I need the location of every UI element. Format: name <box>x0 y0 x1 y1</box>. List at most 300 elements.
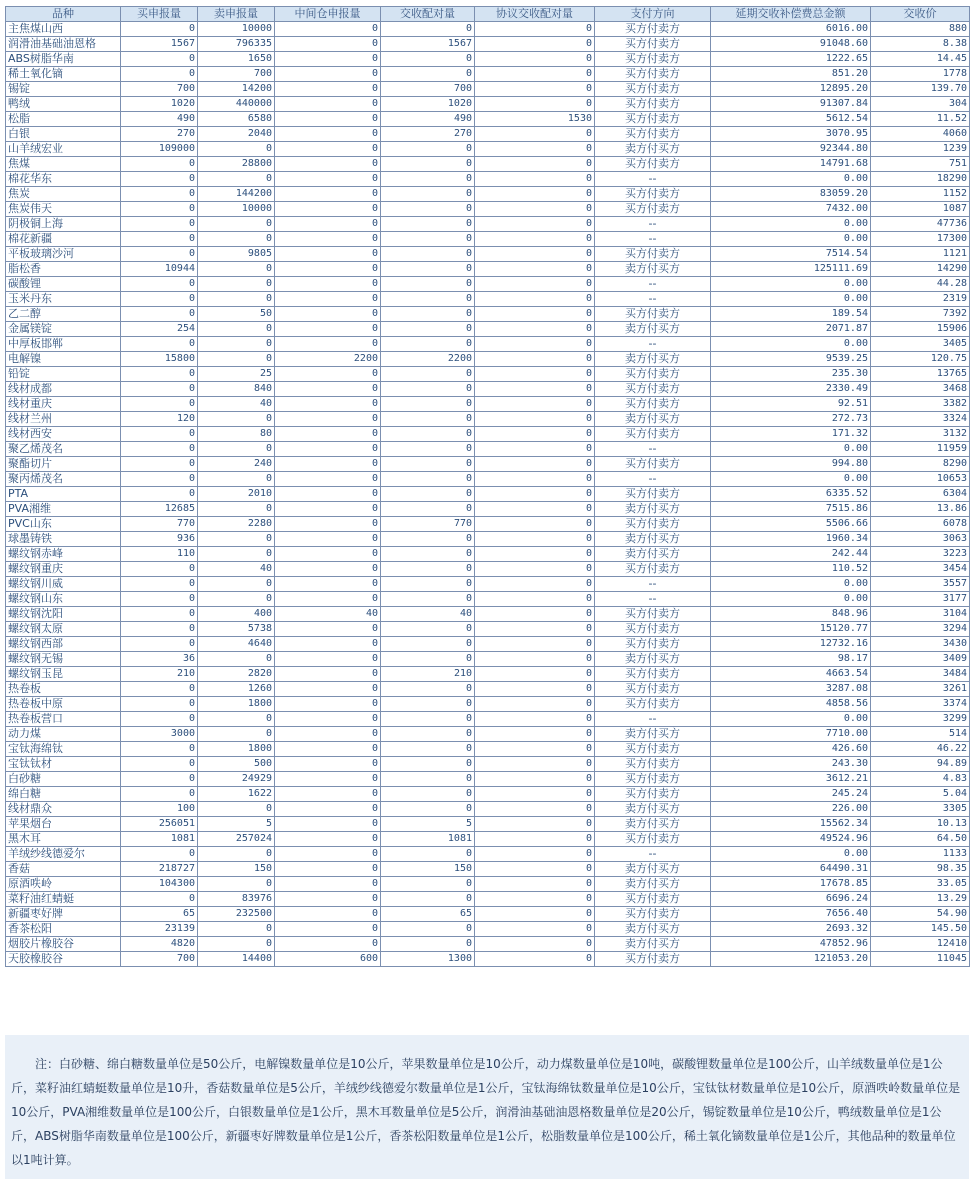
intermediate-declared-cell: 0 <box>275 562 381 577</box>
payment-direction-cell: 买方付卖方 <box>595 892 711 907</box>
buy-declared-cell: 0 <box>121 577 198 592</box>
delivery-price-cell: 3430 <box>871 637 970 652</box>
variety-cell: 螺纹钢无锡 <box>6 652 121 667</box>
intermediate-declared-cell: 0 <box>275 502 381 517</box>
sell-declared-cell: 2820 <box>198 667 275 682</box>
compensation-total-cell: 5506.66 <box>711 517 871 532</box>
agreement-matched-cell: 0 <box>475 262 595 277</box>
intermediate-declared-cell: 0 <box>275 442 381 457</box>
variety-cell: 润滑油基础油恩格 <box>6 37 121 52</box>
buy-declared-cell: 936 <box>121 532 198 547</box>
agreement-matched-cell: 0 <box>475 37 595 52</box>
intermediate-declared-cell: 0 <box>275 832 381 847</box>
compensation-total-cell: 2071.87 <box>711 322 871 337</box>
payment-direction-cell: 卖方付买方 <box>595 322 711 337</box>
buy-declared-cell: 0 <box>121 487 198 502</box>
delivery-matched-cell: 770 <box>381 517 475 532</box>
delivery-price-cell: 46.22 <box>871 742 970 757</box>
table-row <box>6 607 970 622</box>
payment-direction-cell: 卖方付买方 <box>595 862 711 877</box>
compensation-total-cell: 245.24 <box>711 787 871 802</box>
table-row <box>6 652 970 667</box>
compensation-total-cell: 1222.65 <box>711 52 871 67</box>
sell-declared-cell: 0 <box>198 142 275 157</box>
sell-declared-cell: 40 <box>198 397 275 412</box>
buy-declared-cell: 1081 <box>121 832 198 847</box>
intermediate-declared-cell: 0 <box>275 337 381 352</box>
table-row <box>6 172 970 187</box>
buy-declared-cell: 0 <box>121 682 198 697</box>
table-row <box>6 562 970 577</box>
compensation-total-cell: 64490.31 <box>711 862 871 877</box>
variety-cell: 中厚板邯郸 <box>6 337 121 352</box>
intermediate-declared-cell: 0 <box>275 787 381 802</box>
variety-cell: 山羊绒宏业 <box>6 142 121 157</box>
agreement-matched-cell: 0 <box>475 367 595 382</box>
delivery-price-cell: 5.04 <box>871 787 970 802</box>
delivery-matched-cell: 0 <box>381 337 475 352</box>
buy-declared-cell: 0 <box>121 52 198 67</box>
variety-cell: 白砂糖 <box>6 772 121 787</box>
delivery-matched-cell: 150 <box>381 862 475 877</box>
compensation-total-cell: 2330.49 <box>711 382 871 397</box>
table-row <box>6 742 970 757</box>
intermediate-declared-cell: 0 <box>275 517 381 532</box>
compensation-total-cell: 92344.80 <box>711 142 871 157</box>
delivery-price-cell: 12410 <box>871 937 970 952</box>
delivery-price-cell: 3468 <box>871 382 970 397</box>
sell-declared-cell: 0 <box>198 352 275 367</box>
buy-declared-cell: 0 <box>121 472 198 487</box>
table-row <box>6 37 970 52</box>
agreement-matched-cell: 0 <box>475 517 595 532</box>
intermediate-declared-cell: 0 <box>275 712 381 727</box>
compensation-total-cell: 6335.52 <box>711 487 871 502</box>
variety-cell: 绵白糖 <box>6 787 121 802</box>
buy-declared-cell: 0 <box>121 622 198 637</box>
intermediate-declared-cell: 0 <box>275 742 381 757</box>
payment-direction-cell: 买方付卖方 <box>595 397 711 412</box>
payment-direction-cell: 卖方付买方 <box>595 922 711 937</box>
sell-declared-cell: 2040 <box>198 127 275 142</box>
header-compensation-total: 延期交收补偿费总金额 <box>711 7 871 22</box>
table-header-row <box>6 7 970 22</box>
sell-declared-cell: 80 <box>198 427 275 442</box>
agreement-matched-cell: 0 <box>475 472 595 487</box>
compensation-total-cell: 189.54 <box>711 307 871 322</box>
compensation-total-cell: 91307.84 <box>711 97 871 112</box>
delivery-price-cell: 44.28 <box>871 277 970 292</box>
sell-declared-cell: 700 <box>198 67 275 82</box>
payment-direction-cell: -- <box>595 847 711 862</box>
payment-direction-cell: 卖方付买方 <box>595 817 711 832</box>
table-row <box>6 427 970 442</box>
agreement-matched-cell: 0 <box>475 157 595 172</box>
variety-cell: PTA <box>6 487 121 502</box>
delivery-price-cell: 3409 <box>871 652 970 667</box>
intermediate-declared-cell: 0 <box>275 892 381 907</box>
delivery-matched-cell: 0 <box>381 307 475 322</box>
delivery-matched-cell: 0 <box>381 922 475 937</box>
buy-declared-cell: 23139 <box>121 922 198 937</box>
intermediate-declared-cell: 0 <box>275 277 381 292</box>
variety-cell: 焦炭 <box>6 187 121 202</box>
table-row <box>6 52 970 67</box>
delivery-price-cell: 3374 <box>871 697 970 712</box>
buy-declared-cell: 1020 <box>121 97 198 112</box>
payment-direction-cell: -- <box>595 337 711 352</box>
sell-declared-cell: 796335 <box>198 37 275 52</box>
delivery-table-container <box>5 6 969 967</box>
delivery-matched-cell: 210 <box>381 667 475 682</box>
compensation-total-cell: 0.00 <box>711 277 871 292</box>
buy-declared-cell: 0 <box>121 712 198 727</box>
buy-declared-cell: 0 <box>121 277 198 292</box>
delivery-price-cell: 14.45 <box>871 52 970 67</box>
buy-declared-cell: 0 <box>121 382 198 397</box>
buy-declared-cell: 0 <box>121 217 198 232</box>
sell-declared-cell: 1650 <box>198 52 275 67</box>
agreement-matched-cell: 0 <box>475 787 595 802</box>
delivery-matched-cell: 0 <box>381 397 475 412</box>
buy-declared-cell: 490 <box>121 112 198 127</box>
intermediate-declared-cell: 0 <box>275 472 381 487</box>
payment-direction-cell: 买方付卖方 <box>595 697 711 712</box>
agreement-matched-cell: 0 <box>475 712 595 727</box>
compensation-total-cell: 235.30 <box>711 367 871 382</box>
payment-direction-cell: -- <box>595 172 711 187</box>
table-row <box>6 442 970 457</box>
table-row <box>6 757 970 772</box>
delivery-price-cell: 94.89 <box>871 757 970 772</box>
table-row <box>6 682 970 697</box>
variety-cell: PVC山东 <box>6 517 121 532</box>
buy-declared-cell: 0 <box>121 697 198 712</box>
agreement-matched-cell: 0 <box>475 637 595 652</box>
compensation-total-cell: 426.60 <box>711 742 871 757</box>
intermediate-declared-cell: 0 <box>275 547 381 562</box>
delivery-matched-cell: 0 <box>381 742 475 757</box>
sell-declared-cell: 0 <box>198 532 275 547</box>
agreement-matched-cell: 0 <box>475 352 595 367</box>
variety-cell: PVA湘维 <box>6 502 121 517</box>
agreement-matched-cell: 0 <box>475 817 595 832</box>
payment-direction-cell: 买方付卖方 <box>595 127 711 142</box>
payment-direction-cell: 买方付卖方 <box>595 37 711 52</box>
header-sell-declared: 卖申报量 <box>198 7 275 22</box>
variety-cell: 鸭绒 <box>6 97 121 112</box>
buy-declared-cell: 0 <box>121 247 198 262</box>
agreement-matched-cell: 0 <box>475 82 595 97</box>
agreement-matched-cell: 0 <box>475 607 595 622</box>
intermediate-declared-cell: 0 <box>275 22 381 37</box>
table-row <box>6 82 970 97</box>
variety-cell: 稀土氧化镝 <box>6 67 121 82</box>
compensation-total-cell: 0.00 <box>711 847 871 862</box>
delivery-matched-cell: 0 <box>381 217 475 232</box>
intermediate-declared-cell: 0 <box>275 187 381 202</box>
payment-direction-cell: 卖方付买方 <box>595 352 711 367</box>
compensation-total-cell: 0.00 <box>711 232 871 247</box>
payment-direction-cell: 买方付卖方 <box>595 637 711 652</box>
table-row <box>6 307 970 322</box>
payment-direction-cell: 买方付卖方 <box>595 757 711 772</box>
payment-direction-cell: 卖方付买方 <box>595 652 711 667</box>
table-row <box>6 802 970 817</box>
delivery-matched-cell: 0 <box>381 187 475 202</box>
compensation-total-cell: 17678.85 <box>711 877 871 892</box>
variety-cell: 香菇 <box>6 862 121 877</box>
payment-direction-cell: 卖方付买方 <box>595 262 711 277</box>
table-row <box>6 667 970 682</box>
buy-declared-cell: 0 <box>121 307 198 322</box>
agreement-matched-cell: 0 <box>475 142 595 157</box>
payment-direction-cell: 买方付卖方 <box>595 367 711 382</box>
compensation-total-cell: 243.30 <box>711 757 871 772</box>
delivery-price-cell: 33.05 <box>871 877 970 892</box>
sell-declared-cell: 440000 <box>198 97 275 112</box>
compensation-total-cell: 12895.20 <box>711 82 871 97</box>
agreement-matched-cell: 0 <box>475 742 595 757</box>
delivery-price-cell: 3261 <box>871 682 970 697</box>
delivery-matched-cell: 1567 <box>381 37 475 52</box>
agreement-matched-cell: 0 <box>475 487 595 502</box>
delivery-price-cell: 47736 <box>871 217 970 232</box>
buy-declared-cell: 110 <box>121 547 198 562</box>
sell-declared-cell: 0 <box>198 442 275 457</box>
compensation-total-cell: 242.44 <box>711 547 871 562</box>
buy-declared-cell: 210 <box>121 667 198 682</box>
sell-declared-cell: 840 <box>198 382 275 397</box>
delivery-matched-cell: 0 <box>381 757 475 772</box>
buy-declared-cell: 120 <box>121 412 198 427</box>
variety-cell: 脂松香 <box>6 262 121 277</box>
delivery-matched-cell: 0 <box>381 292 475 307</box>
delivery-matched-cell: 0 <box>381 427 475 442</box>
sell-declared-cell: 0 <box>198 232 275 247</box>
intermediate-declared-cell: 0 <box>275 877 381 892</box>
payment-direction-cell: 买方付卖方 <box>595 82 711 97</box>
agreement-matched-cell: 0 <box>475 22 595 37</box>
intermediate-declared-cell: 0 <box>275 67 381 82</box>
agreement-matched-cell: 0 <box>475 667 595 682</box>
agreement-matched-cell: 0 <box>475 442 595 457</box>
delivery-matched-cell: 0 <box>381 712 475 727</box>
agreement-matched-cell: 0 <box>475 577 595 592</box>
compensation-total-cell: 15562.34 <box>711 817 871 832</box>
delivery-matched-cell: 0 <box>381 247 475 262</box>
delivery-price-cell: 3305 <box>871 802 970 817</box>
table-row <box>6 247 970 262</box>
variety-cell: 棉花华东 <box>6 172 121 187</box>
variety-cell: 热卷板中原 <box>6 697 121 712</box>
table-row <box>6 352 970 367</box>
table-row <box>6 517 970 532</box>
table-row <box>6 367 970 382</box>
variety-cell: ABS树脂华南 <box>6 52 121 67</box>
intermediate-declared-cell: 0 <box>275 637 381 652</box>
delivery-matched-cell: 270 <box>381 127 475 142</box>
intermediate-declared-cell: 0 <box>275 382 381 397</box>
table-row <box>6 487 970 502</box>
intermediate-declared-cell: 0 <box>275 247 381 262</box>
intermediate-declared-cell: 0 <box>275 727 381 742</box>
intermediate-declared-cell: 0 <box>275 157 381 172</box>
agreement-matched-cell: 0 <box>475 217 595 232</box>
payment-direction-cell: 买方付卖方 <box>595 112 711 127</box>
compensation-total-cell: 9539.25 <box>711 352 871 367</box>
variety-cell: 玉米丹东 <box>6 292 121 307</box>
intermediate-declared-cell: 0 <box>275 937 381 952</box>
payment-direction-cell: 买方付卖方 <box>595 187 711 202</box>
intermediate-declared-cell: 0 <box>275 292 381 307</box>
buy-declared-cell: 0 <box>121 427 198 442</box>
agreement-matched-cell: 0 <box>475 802 595 817</box>
payment-direction-cell: 买方付卖方 <box>595 457 711 472</box>
payment-direction-cell: -- <box>595 712 711 727</box>
agreement-matched-cell: 0 <box>475 757 595 772</box>
delivery-matched-cell: 0 <box>381 262 475 277</box>
buy-declared-cell: 65 <box>121 907 198 922</box>
payment-direction-cell: 买方付卖方 <box>595 742 711 757</box>
delivery-price-cell: 15906 <box>871 322 970 337</box>
delivery-price-cell: 145.50 <box>871 922 970 937</box>
variety-cell: 线材重庆 <box>6 397 121 412</box>
payment-direction-cell: 买方付卖方 <box>595 427 711 442</box>
buy-declared-cell: 0 <box>121 232 198 247</box>
compensation-total-cell: 83059.20 <box>711 187 871 202</box>
agreement-matched-cell: 0 <box>475 97 595 112</box>
header-delivery-matched: 交收配对量 <box>381 7 475 22</box>
compensation-total-cell: 272.73 <box>711 412 871 427</box>
delivery-price-cell: 3223 <box>871 547 970 562</box>
variety-cell: 铅锭 <box>6 367 121 382</box>
variety-cell: 螺纹钢山东 <box>6 592 121 607</box>
delivery-price-cell: 120.75 <box>871 352 970 367</box>
variety-cell: 羊绒纱线德爱尔 <box>6 847 121 862</box>
payment-direction-cell: 买方付卖方 <box>595 907 711 922</box>
table-row <box>6 157 970 172</box>
intermediate-declared-cell: 2200 <box>275 352 381 367</box>
delivery-matched-cell: 0 <box>381 52 475 67</box>
intermediate-declared-cell: 0 <box>275 802 381 817</box>
variety-cell: 乙二醇 <box>6 307 121 322</box>
payment-direction-cell: 卖方付买方 <box>595 142 711 157</box>
payment-direction-cell: 买方付卖方 <box>595 22 711 37</box>
payment-direction-cell: 买方付卖方 <box>595 307 711 322</box>
agreement-matched-cell: 0 <box>475 172 595 187</box>
agreement-matched-cell: 0 <box>475 652 595 667</box>
variety-cell: 线材成都 <box>6 382 121 397</box>
intermediate-declared-cell: 0 <box>275 592 381 607</box>
compensation-total-cell: 47852.96 <box>711 937 871 952</box>
buy-declared-cell: 0 <box>121 172 198 187</box>
delivery-matched-cell: 0 <box>381 802 475 817</box>
buy-declared-cell: 0 <box>121 457 198 472</box>
intermediate-declared-cell: 0 <box>275 397 381 412</box>
delivery-matched-cell: 700 <box>381 82 475 97</box>
sell-declared-cell: 50 <box>198 307 275 322</box>
buy-declared-cell: 0 <box>121 637 198 652</box>
buy-declared-cell: 1567 <box>121 37 198 52</box>
delivery-matched-cell: 0 <box>381 157 475 172</box>
buy-declared-cell: 0 <box>121 892 198 907</box>
delivery-price-cell: 3324 <box>871 412 970 427</box>
table-row <box>6 727 970 742</box>
intermediate-declared-cell: 0 <box>275 202 381 217</box>
payment-direction-cell: 买方付卖方 <box>595 157 711 172</box>
payment-direction-cell: -- <box>595 217 711 232</box>
delivery-matched-cell: 0 <box>381 322 475 337</box>
delivery-matched-cell: 0 <box>381 592 475 607</box>
sell-declared-cell: 4640 <box>198 637 275 652</box>
sell-declared-cell: 5738 <box>198 622 275 637</box>
payment-direction-cell: 卖方付买方 <box>595 937 711 952</box>
agreement-matched-cell: 0 <box>475 202 595 217</box>
agreement-matched-cell: 0 <box>475 952 595 967</box>
compensation-total-cell: 848.96 <box>711 607 871 622</box>
sell-declared-cell: 0 <box>198 937 275 952</box>
delivery-matched-cell: 0 <box>381 367 475 382</box>
delivery-price-cell: 17300 <box>871 232 970 247</box>
delivery-price-cell: 11.52 <box>871 112 970 127</box>
payment-direction-cell: 卖方付买方 <box>595 412 711 427</box>
payment-direction-cell: 卖方付买方 <box>595 547 711 562</box>
compensation-total-cell: 0.00 <box>711 712 871 727</box>
compensation-total-cell: 0.00 <box>711 472 871 487</box>
variety-cell: 螺纹钢重庆 <box>6 562 121 577</box>
intermediate-declared-cell: 0 <box>275 577 381 592</box>
delivery-matched-cell: 0 <box>381 772 475 787</box>
variety-cell: 苹果烟台 <box>6 817 121 832</box>
variety-cell: 宝钛海绵钛 <box>6 742 121 757</box>
buy-declared-cell: 0 <box>121 367 198 382</box>
compensation-total-cell: 14791.68 <box>711 157 871 172</box>
sell-declared-cell: 0 <box>198 472 275 487</box>
variety-cell: 棉花新疆 <box>6 232 121 247</box>
variety-cell: 聚酯切片 <box>6 457 121 472</box>
compensation-total-cell: 49524.96 <box>711 832 871 847</box>
table-row <box>6 877 970 892</box>
compensation-total-cell: 0.00 <box>711 172 871 187</box>
payment-direction-cell: 卖方付买方 <box>595 502 711 517</box>
header-intermediate-declared: 中间仓申报量 <box>275 7 381 22</box>
buy-declared-cell: 0 <box>121 157 198 172</box>
intermediate-declared-cell: 0 <box>275 697 381 712</box>
agreement-matched-cell: 0 <box>475 772 595 787</box>
variety-cell: 平板玻璃沙河 <box>6 247 121 262</box>
delivery-price-cell: 1087 <box>871 202 970 217</box>
delivery-price-cell: 54.90 <box>871 907 970 922</box>
table-row <box>6 97 970 112</box>
delivery-matched-cell: 0 <box>381 637 475 652</box>
buy-declared-cell: 0 <box>121 592 198 607</box>
buy-declared-cell: 0 <box>121 742 198 757</box>
delivery-matched-cell: 0 <box>381 412 475 427</box>
payment-direction-cell: 买方付卖方 <box>595 247 711 262</box>
delivery-price-cell: 1152 <box>871 187 970 202</box>
intermediate-declared-cell: 600 <box>275 952 381 967</box>
variety-cell: 主焦煤山西 <box>6 22 121 37</box>
intermediate-declared-cell: 0 <box>275 322 381 337</box>
intermediate-declared-cell: 0 <box>275 217 381 232</box>
table-row <box>6 112 970 127</box>
sell-declared-cell: 1622 <box>198 787 275 802</box>
sell-declared-cell: 83976 <box>198 892 275 907</box>
delivery-matched-cell: 0 <box>381 457 475 472</box>
delivery-matched-cell: 2200 <box>381 352 475 367</box>
agreement-matched-cell: 0 <box>475 502 595 517</box>
